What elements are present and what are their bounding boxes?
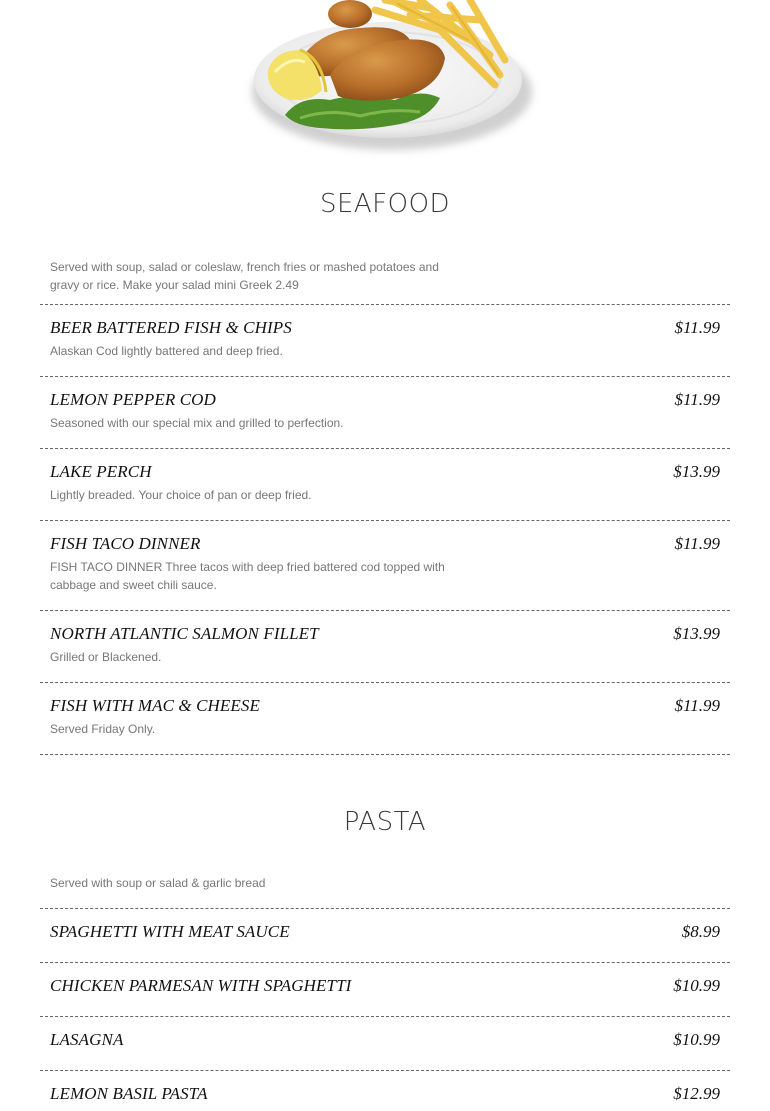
seafood-note: Served with soup, salad or coleslaw, french fries or mashed potatoes and gravy or rice. Make your salad mini Greek 2.49 [50,260,439,292]
pasta-section [40,802,730,1111]
item-description: Served Friday Only. [50,722,156,736]
item-price: $10.99 [673,1030,720,1049]
item-name: LEMON BASIL PASTA [50,1084,208,1103]
seafood-section [40,184,730,755]
item-name: BEER BATTERED FISH & CHIPS [50,318,292,337]
item-name: LEMON PEPPER COD [50,390,216,409]
seafood-items [40,304,730,755]
item-description: Lightly breaded. Your choice of pan or deep fried. [50,488,312,502]
fish-and-chips-image [0,0,770,160]
item-description: Alaskan Cod lightly battered and deep fried. [50,344,283,358]
item-price: $13.99 [673,624,720,643]
item-name: LASAGNA [50,1030,124,1049]
item-price: $8.99 [681,922,720,941]
section-title-seafood: SEAFOOD [319,189,451,219]
item-price: $12.99 [673,1084,720,1103]
pasta-note: Served with soup or salad & garlic bread [50,876,266,890]
item-description: Grilled or Blackened. [50,650,162,664]
item-name: FISH TACO DINNER [50,534,201,553]
section-title-pasta: PASTA [343,807,427,837]
menu-item [40,521,730,611]
menu-item [40,1071,730,1111]
menu-item [40,1017,730,1071]
menu-item [40,449,730,521]
item-name: FISH WITH MAC & CHEESE [50,696,260,715]
item-description: FISH TACO DINNER Three tacos with deep fried battered cod topped with cabbage and sweet chili sauce. [50,560,445,592]
item-price: $11.99 [674,696,720,715]
item-name: SPAGHETTI WITH MEAT SAUCE [50,922,290,941]
menu-item [40,377,730,449]
item-name: NORTH ATLANTIC SALMON FILLET [50,624,319,643]
menu-item [40,963,730,1017]
menu-item [40,611,730,683]
item-price: $11.99 [674,390,720,409]
item-price: $10.99 [673,976,720,995]
item-description: Seasoned with our special mix and grilled to perfection. [50,416,344,430]
item-price: $11.99 [674,318,720,337]
menu-item [40,683,730,755]
item-price: $13.99 [673,462,720,481]
item-price: $11.99 [674,534,720,553]
pasta-items [40,908,730,1111]
item-name: LAKE PERCH [50,462,152,481]
item-name: CHICKEN PARMESAN WITH SPAGHETTI [50,976,352,995]
menu-item [40,305,730,377]
menu-item [40,909,730,963]
